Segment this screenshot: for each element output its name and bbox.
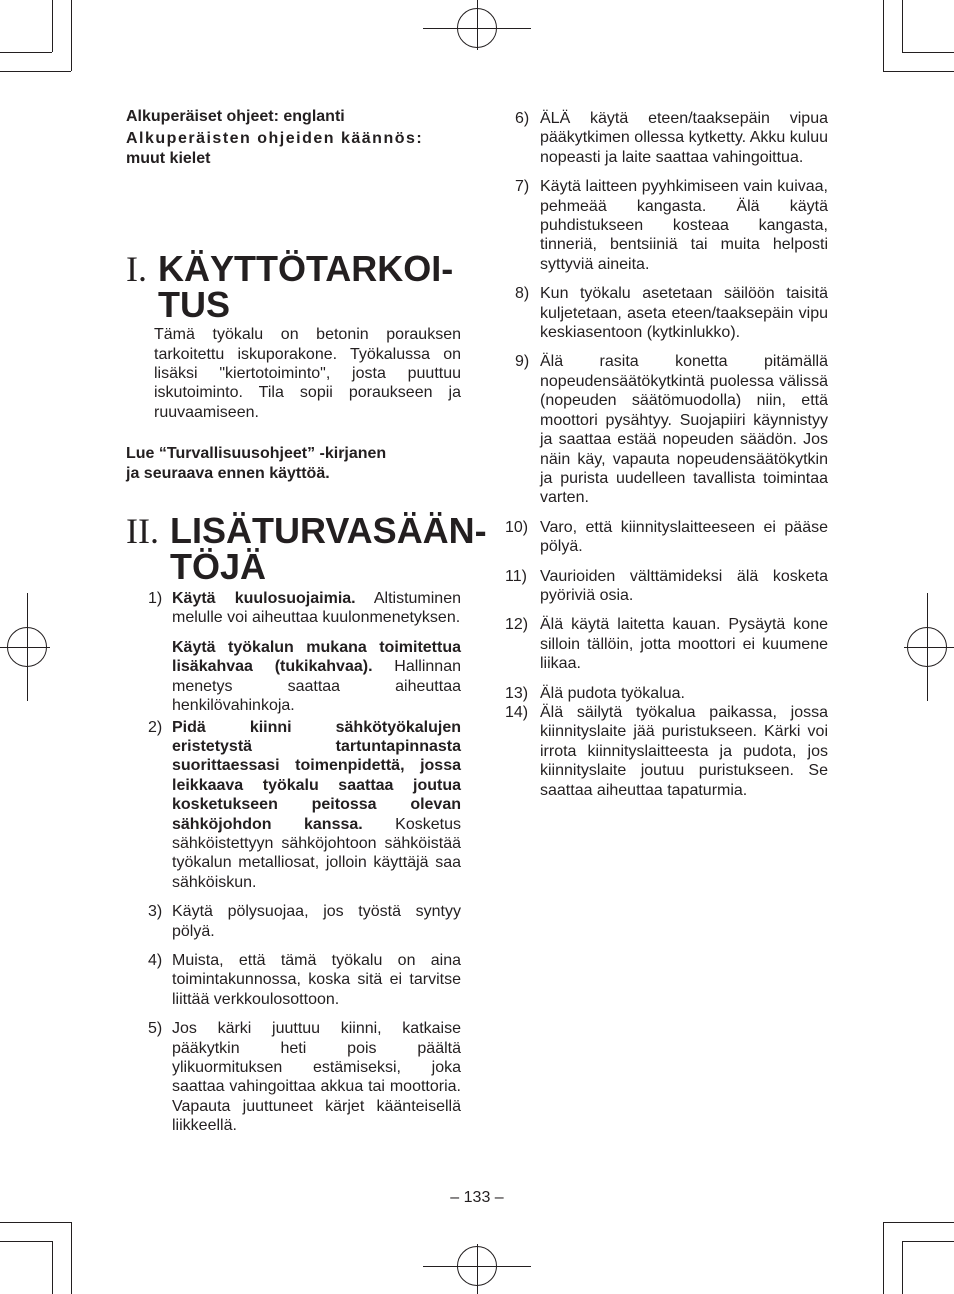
intended-use-text: Tämä työkalu on betonin porauksen tarkoitettu iskuporakone. Työkalussa on lisäksi "kiertotoiminto", josta puuttuu iskutoiminto. Tila sopii poraukseen ja ruuvaamiseen. (154, 326, 461, 421)
list-item-subparagraph (172, 638, 461, 716)
language-note-line-2: Alkuperäisten ohjeiden käännös: (126, 130, 424, 148)
section-intended-use (126, 248, 461, 422)
list-item (503, 352, 828, 507)
list-item-number: 5) (148, 1020, 163, 1038)
list-item (126, 718, 461, 893)
language-note (126, 107, 461, 168)
list-item-number: 8) (515, 285, 530, 303)
list-item-number: 2) (148, 718, 163, 736)
list-item-text: Vaurioiden välttämideksi älä kosketa pyöriviä osia. (540, 567, 828, 604)
right-column (503, 107, 828, 800)
list-item-number: 6) (515, 110, 530, 127)
list-item-text: Älä käytä laitetta kauan. Pysäytä kone silloin tällöin, jotta moottori ei kuumene liikaa. (540, 616, 828, 673)
list-item-text: Älä rasita konetta pitämällä nopeudensäätökytkintä puolessa välissä (nopeuden säätömuodolla) niin, että moottori pysähtyy. Suojapiiri käynnistyy ja saattaa estää nopeuden säädön. Jos näin käy, vapauta nopeudensäätökytkin ja purista uudelleen tavallista toimintaa varten. (540, 353, 828, 507)
safety-list-right (503, 109, 828, 800)
list-item-number: 4) (148, 951, 163, 969)
list-item (503, 615, 828, 673)
list-item-number: 12) (505, 616, 529, 634)
section-heading-2 (126, 510, 487, 588)
section-numeral-2: II. (126, 511, 159, 552)
left-column (126, 107, 487, 1136)
list-item-number: 13) (505, 684, 529, 702)
language-note-line-3: muut kielet (126, 149, 211, 167)
list-item (503, 109, 828, 167)
list-item-bold: Käytä kuulosuojaimia. (172, 590, 356, 608)
list-item (126, 1019, 461, 1135)
list-item (503, 518, 828, 557)
list-item-number: 10) (505, 518, 529, 536)
safety-booklet-notice-line-1: Lue “Turvallisuusohjeet” -kirjanen (126, 445, 387, 463)
safety-booklet-notice (126, 444, 461, 483)
list-item-text: Altistuminen melulle voi aiheuttaa kuulonmenetyksen. (172, 590, 461, 627)
list-item (503, 567, 828, 606)
section-numeral-1: I. (126, 249, 147, 290)
list-item (126, 951, 461, 1009)
section-title-2-line-2: TÖJÄ (170, 546, 267, 588)
safety-booklet-notice-line-2: ja seuraava ennen käyttöä. (126, 464, 330, 482)
list-item (503, 177, 828, 274)
list-item-number: 7) (515, 178, 530, 196)
list-item-number: 1) (148, 590, 163, 608)
section-title-2-line-1: LISÄTURVASÄÄN- (170, 510, 487, 552)
list-item (503, 284, 828, 342)
list-item-text: Älä pudota työkalua. (540, 684, 685, 702)
list-item-text: Muista, että tämä työkalu on aina toimintakunnossa, koska sitä ei tarvitse liittää verkkoulosottoon. (172, 951, 461, 1008)
list-item-text: Hallinnan menetys saattaa aiheuttaa henkilövahinkoja. (172, 658, 461, 715)
safety-list-left (126, 589, 461, 1136)
list-item-text: Kosketus sähköistettyyn sähköjohtoon sähköistää työkalun metalliosat, jolloin käyttäjä saa sähköiskun. (172, 815, 461, 891)
list-item-number: 9) (515, 353, 530, 371)
list-item-text: Varo, että kiinnityslaitteeseen ei pääse pölyä. (540, 518, 828, 556)
list-item-bold: Käytä työkalun mukana toimitettua lisäkahvaa (tukikahvaa). (172, 638, 461, 676)
section-title-1-line-2: TUS (158, 284, 230, 326)
list-item-text: Älä säilytä työkalua paikassa, jossa kiinnityslaite jää puristukseen. Kärki voi irrota kiinnityslaitteesta ja pudota, jos kiinnityslaite joutuu puristukseen. Se saattaa aiheuttaa tapaturmia. (540, 703, 828, 799)
list-item (503, 703, 828, 800)
list-item (126, 589, 461, 715)
section-heading-1 (126, 248, 461, 326)
list-item-text: Jos kärki juuttuu kiinni, katkaise pääkytkin heti pois päältä ylikuormituksen estämiseksi, joka saattaa vahingoittaa akkua tai moottoria. Vapauta juuttuneet kärjet käänteisellä liikkeellä. (172, 1020, 461, 1135)
list-item-bold: Pidä kiinni sähkötyökalujen eristetystä tartuntapinnasta suorittaessasi toimenpidettä, jossa leikkaava työkalu saattaa joutua kosketukseen peitossa olevan sähköjohdon kanssa. (172, 718, 461, 833)
section-additional-safety (126, 510, 487, 1136)
list-item-text: Käytä laitteen pyyhkimiseen vain kuivaa, pehmeää kangasta. Älä käytä puhdistukseen kosteaa kangasta, tinneriä, bentsiiniä tai muita helposti syttyviä aineita. (540, 178, 828, 273)
language-note-line-1: Alkuperäiset ohjeet: englanti (126, 108, 345, 125)
list-item-text: ÄLÄ käytä eteen/taaksepäin vipua pääkytkimen ollessa kytketty. Akku kuluu nopeasti ja laite saattaa vahingoittua. (540, 110, 828, 166)
list-item-number: 3) (148, 903, 163, 921)
list-item-number: 14) (505, 703, 529, 721)
list-item-text: Käytä pölysuojaa, jos työstä syntyy pölyä. (172, 903, 461, 940)
section-title-1-line-1: KÄYTTÖTARKOI- (158, 248, 454, 290)
list-item-text: Kun työkalu asetetaan säilöön taisitä kuljetetaan, aseta eteen/taaksepäin vipu keskiasentoon (kytkinlukko). (540, 285, 828, 342)
list-item-number: 11) (505, 567, 527, 585)
list-item (126, 902, 461, 941)
page-number: – 133 – (450, 1189, 504, 1206)
list-item (503, 684, 828, 703)
